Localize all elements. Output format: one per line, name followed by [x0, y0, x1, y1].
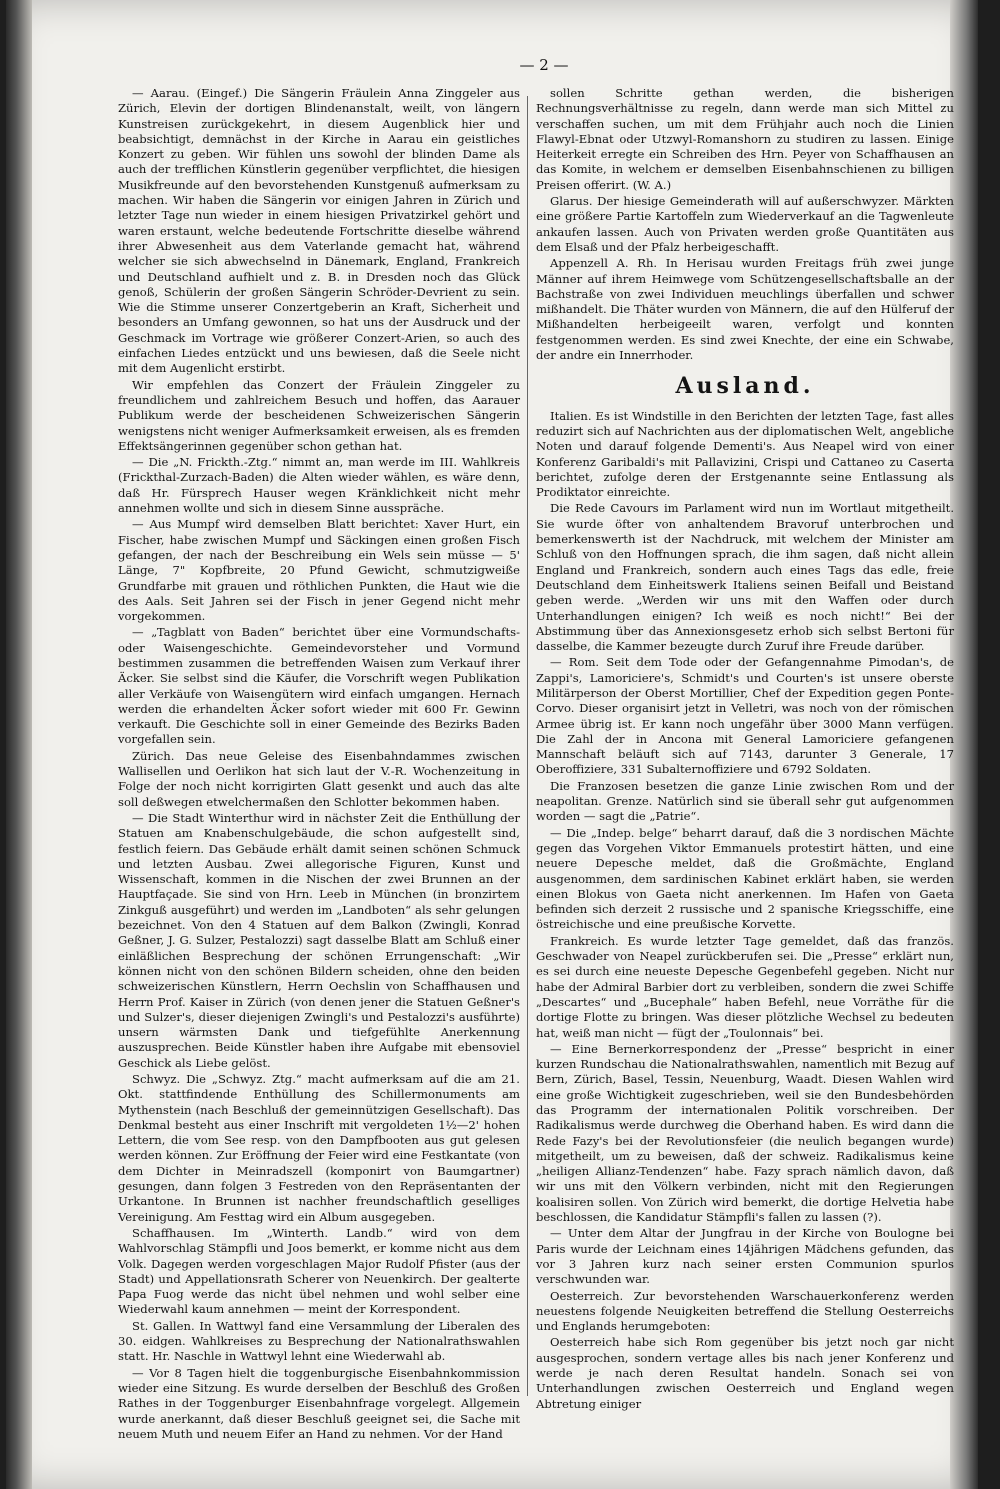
article-paragraph: — Aarau. (Eingef.) Die Sängerin Fräulein Anna Zinggeler aus Zürich, Elevin der dortigen Blindenanstalt, weilt, von längern Kunstreisen zurückgekehrt, in diesem Augenblick hier und beabsichtigt, demnächst in der Kirche in Aarau ein geistliches Konzert zu geben. Wir fühlen uns sowohl der blinden Dame als auch der trefflichen Künstlerin gegenüber verpflichtet, die hiesigen Musikfreunde auf den bevorstehenden Kunstgenuß aufmerksam zu machen. Wir haben die Sängerin vor einigen Jahren in Zürich und letzter Tage nun wieder in einem hiesigen Privatzirkel gehört und waren erstaunt, welche bedeutende Fortschritte dieselbe während ihrer Abwesenheit aus dem Vaterlande gemacht hat, während welcher sie sich abwechselnd in Dänemark, England, Frankreich und Deutschland aufhielt und z. B. in Dresden noch das Glück genoß, Schülerin der großen Sängerin Schröder-Devrient zu sein. Wie die Stimme unserer Conzertgeberin an Kraft, Sicherheit und besonders an Umfang gewonnen, so hat uns der Ausdruck und der Geschmack im Vortrage wie größerer Conzert-Arien, so auch des einfachen Liedes entzückt und uns bewiesen, daß die Seele nicht mit dem Augenlicht erstirbt. [118, 86, 520, 376]
article-paragraph: Die Franzosen besetzen die ganze Linie zwischen Rom und der neapolitan. Grenze. Natürlich sind sie überall sehr gut aufgenommen worden — sagt die „Patrie“. [536, 778, 954, 824]
section-heading-ausland: Ausland. [675, 373, 815, 400]
article-paragraph: Schaffhausen. Im „Winterth. Landb.“ wird von dem Wahlvorschlag Stämpfli und Joos bemerkt, er komme nicht aus dem Volk. Dagegen werden vorgeschlagen Major Rudolf Pfister (aus der Stadt) und Appellationsrath Scherer von Neuenkirch. Der gealterte Papa Fuog werde das nicht übel nehmen und wohl selber eine Wiederwahl kaum annehmen — meint der Korrespondent. [118, 1225, 520, 1317]
article-paragraph: — „Tagblatt von Baden“ berichtet über eine Vormundschafts- oder Waisengeschichte. Gemeindevorsteher und Vormund bestimmen zusammen die betreffenden Waisen zum Verkauf ihrer Äcker. Sie selbst sind die Käufer, die Vorschrift wegen Publikation aller Verkäufe von Waisengütern wird einfach umgangen. Hernach werden die erhandelten Äcker sofort wieder mit 600 Fr. Gewinn verkauft. Die Geschichte soll in einer Gemeinde des Bezirks Baden vorgefallen sein. [118, 625, 520, 747]
article-paragraph: — Die „Indep. belge“ beharrt darauf, daß die 3 nordischen Mächte gegen das Vorgehen Viktor Emmanuels protestirt hätten, und eine neuere Depesche meldet, daß die Großmächte, England ausgenommen, dem sardinischen Kabinet erklärt haben, sie werden einen Blokus von Gaeta nicht anerkennen. Im Hafen von Gaeta befinden sich derzeit 2 russische und 2 spanische Kriegsschiffe, eine östreichische und eine preußische Korvette. [536, 825, 954, 932]
article-paragraph: sollen Schritte gethan werden, die bisherigen Rechnungsverhältnisse zu regeln, dann werde man sich Mittel zu verschaffen suchen, um mit dem Frühjahr auch noch die Linien Flawyl-Ebnat oder Utzwyl-Romanshorn zu studiren zu lassen. Einige Heiterkeit erregte ein Schreiben des Hrn. Peyer von Schaffhausen an das Komite, in welchem er demselben Eisenbahnschienen zu billigen Preisen offerirt. (W. A.) [536, 86, 954, 192]
right-page-edge [950, 0, 978, 1489]
article-paragraph: — Die Stadt Winterthur wird in nächster Zeit die Enthüllung der Statuen am Knabenschulgebäude, die schon aufgestellt sind, festlich feiern. Das Gebäude erhält damit seinen schönen Schmuck und letzten Ausbau. Zwei allegorische Figuren, Kunst und Wissenschaft, kommen in die Nischen der zwei Brunnen an der Hauptfaçade. Sie sind von Hrn. Leeb in München (in bronzirtem Zinkguß ausgeführt) und werden im „Landboten“ als sehr gelungen bezeichnet. Von den 4 Statuen auf dem Balkon (Zwingli, Konrad Geßner, J. G. Sulzer, Pestalozzi) sagt dasselbe Blatt am Schluß einer einläßlichen Besprechung der schönen Errungenschaft: „Wir können nicht von den schönen Bildern scheiden, ohne den beiden schweizerischen Künstlern, Herrn Oechslin von Schaffhausen und Herrn Prof. Kaiser in Zürich (von denen jener die Statuen Geßner's und Sulzer's, dieser diejenigen Zwingli's und Pestalozzi's ausführte) unsern wärmsten Dank und tiefgefühlte Anerkennung auszusprechen. Beide Künstler haben ihre Aufgabe mit ebensoviel Geschick als Liebe gelöst. [118, 810, 520, 1070]
article-paragraph: Appenzell A. Rh. In Herisau wurden Freitags früh zwei junge Männer auf ihrem Heimwege vom Schützengesellschaftsballe an der Bachstraße von zwei Individuen meuchlings überfallen und schwer mißhandelt. Die Thäter wurden von Männern, die auf den Hülferuf der Mißhandelten herbeigeeilt waren, verfolgt und konnten festgenommen werden. Es sind zwei Knechte, der eine ein Schwabe, der andre ein Innerrhoder. [536, 256, 954, 363]
article-paragraph: Glarus. Der hiesige Gemeinderath will auf außerschwyzer. Märkten eine größere Partie Kartoffeln zum Wiederverkauf an die Tagwenleute ankaufen lassen. Auch von Privaten werden große Quantitäten aus dem Elsaß und der Pfalz herbeigeschafft. [536, 194, 954, 254]
domestic-news-continued [536, 86, 954, 363]
article-paragraph: St. Gallen. In Wattwyl fand eine Versammlung der Liberalen des 30. eidgen. Wahlkreises zu Besprechung der Nationalrathswahlen statt. Hr. Naschle in Wattwyl lehnt eine Wiederwahl ab. [118, 1318, 520, 1364]
article-paragraph: Oesterreich. Zur bevorstehenden Warschauerkonferenz werden neuestens folgende Neuigkeiten betreffend die Stellung Oesterreichs und Englands herumgeboten: [536, 1288, 954, 1334]
left-binding-margin [6, 0, 32, 1489]
article-paragraph: — Die „N. Frickth.-Ztg.“ nimmt an, man werde im III. Wahlkreis (Frickthal-Zurzach-Baden) die Alten wieder wählen, es wäre denn, daß Hr. Fürsprech Hauser wegen Kränklichkeit nicht mehr annehmen wollte und sich in diesem Sinne ausspräche. [118, 455, 520, 516]
foreign-news [536, 409, 954, 1412]
article-paragraph: Zürich. Das neue Geleise des Eisenbahndammes zwischen Wallisellen und Oerlikon hat sich laut der V.-R. Wochenzeitung in Folge der noch nicht korrigirten Glatt gesenkt und auch das alte soll deßwegen etwelchermaßen den Schlotter bekommen haben. [118, 748, 520, 809]
article-paragraph: — Unter dem Altar der Jungfrau in der Kirche von Boulogne bei Paris wurde der Leichnam eines 14jährigen Mädchens gefunden, das vor 3 Jahren kurz nach seiner ersten Communion spurlos verschwunden war. [536, 1226, 954, 1287]
article-paragraph: — Vor 8 Tagen hielt die toggenburgische Eisenbahnkommission wieder eine Sitzung. Es wurde derselben der Beschluß des Großen Rathes in der Toggenburger Eisenbahnfrage vorgelegt. Allgemein wurde anerkannt, daß dieser Beschluß geeignet sei, die Sache mit neuem Muth und neuem Eifer an Hand zu nehmen. Vor der Hand [118, 1365, 520, 1441]
article-paragraph: Oesterreich habe sich Rom gegenüber bis jetzt noch gar nicht ausgesprochen, sondern vertage alles bis nach jener Konferenz und werde je nach deren Resultat handeln. Sonach sei von Unterhandlungen zwischen Oesterreich und England wegen Abtretung einiger [536, 1335, 954, 1411]
column-divider [527, 96, 528, 1396]
left-column [118, 86, 520, 1441]
article-paragraph: Die Rede Cavours im Parlament wird nun im Wortlaut mitgetheilt. Sie wurde öfter von anhaltendem Bravoruf unterbrochen und bemerkenswerth ist der Nachdruck, mit welchem der Minister am Schluß von den Hoffnungen sprach, die ihm sagen, daß nicht allein England und Frankreich, sondern auch eines Tags das edle, freie Deutschland dem Einheitswerk Italiens seinen Beifall und Beistand geben werde. „Werden wir uns mit den Waffen oder durch Unterhandlungen einigen? Ich weiß es noch nicht!“ Bei der Abstimmung über das Annexionsgesetz erhob sich selbst Bertoni für dasselbe, die Kammer bezeugte durch Zuruf ihre Freude darüber. [536, 501, 954, 654]
article-paragraph: Schwyz. Die „Schwyz. Ztg.“ macht aufmerksam auf die am 21. Okt. stattfindende Enthüllung des Schillermonuments am Mythenstein (nach Beschluß der gemeinnützigen Gesellschaft). Das Denkmal besteht aus einer Inschrift mit vergoldeten 1½—2' hohen Lettern, die vom See resp. von den Dampfbooten aus gut gelesen werden können. Zur Eröffnung der Feier wird eine Festkantate (von dem Dichter in Meinradszell (komponirt von Baumgartner) gesungen, dann folgen 3 Festreden von den Repräsentanten der Urkantone. In Brunnen ist nachher freundschaftlich geselliges Vereinigung. Am Festtag wird ein Album ausgegeben. [118, 1072, 520, 1224]
article-paragraph: — Eine Bernerkorrespondenz der „Presse“ bespricht in einer kurzen Rundschau die Nationalrathswahlen, namentlich mit Bezug auf Bern, Zürich, Basel, Tessin, Neuenburg, Waadt. Diesen Wahlen wird eine große Wichtigkeit zugeschrieben, weil sie den Bundesbehörden das Programm der internationalen Politik vorschreiben. Der Radikalismus werde durchweg die Oberhand haben. Es wird dann die Rede Fazy's bei der Revolutionsfeier (die neulich begangen wurde) mitgetheilt, um zu beweisen, daß der schweiz. Radikalismus keine „heiligen Allianz-Tendenzen“ habe. Fazy sprach nämlich davon, daß wir uns mit den Völkern verbinden, nicht mit den Regierungen koalisiren sollen. Von Zürich wird bemerkt, die dortige Helvetia habe beschlossen, die Kandidatur Stämpfli's fallen zu lassen (?). [536, 1041, 954, 1225]
newspaper-page [6, 0, 978, 1489]
article-paragraph: — Rom. Seit dem Tode oder der Gefangennahme Pimodan's, de Zappi's, Lamoriciere's, Schmidt's und Courten's ist unsere oberste Militärperson der Oberst Mortillier, Chef der Expedition gegen Ponte-Corvo. Dieser organisirt jetzt in Velletri, was noch von der römischen Armee übrig ist. Er kann noch ungefähr über 3000 Mann verfügen. Die Zahl der in Ancona mit General Lamoriciere gefangenen Mannschaft beläuft sich auf 7143, darunter 3 Generale, 17 Oberoffiziere, 331 Subalternoffiziere und 6792 Soldaten. [536, 655, 954, 777]
article-paragraph: Frankreich. Es wurde letzter Tage gemeldet, daß das französ. Geschwader von Neapel zurückberufen sei. Die „Presse“ erklärt nun, es sei durch eine neueste Depesche Gegenbefehl gegeben. Nicht nur habe der Admiral Barbier dort zu verbleiben, sondern die zwei Schiffe „Descartes“ und „Bucephale“ haben Befehl, neue Vorräthe für die dortige Flotte zu bringen. Was dieser plötzliche Wechsel zu bedeuten hat, weiß man nicht — fügt der „Toulonnais“ bei. [536, 933, 954, 1040]
page-number: — 2 — [519, 56, 569, 74]
article-paragraph: — Aus Mumpf wird demselben Blatt berichtet: Xaver Hurt, ein Fischer, habe zwischen Mumpf und Säckingen einen großen Fisch gefangen, der nach der Beschreibung ein Wels sein müsse — 5' Länge, 7" Kopfbreite, 20 Pfund Gewicht, schmutzigweiße Grundfarbe mit grauen und röthlichen Punkten, die Haut wie die des Aals. Seit Jahren sei der Fisch in jener Gegend nicht mehr vorgekommen. [118, 517, 520, 624]
article-paragraph: Wir empfehlen das Conzert der Fräulein Zinggeler zu freundlichem und zahlreichem Besuch und hoffen, das Aarauer Publikum werde der bescheidenen Schweizerischen Sängerin wenigstens nicht weniger Aufmerksamkeit erweisen, als es fremden Effektsängerinnen gegenüber schon gethan hat. [118, 377, 520, 453]
article-paragraph: Italien. Es ist Windstille in den Berichten der letzten Tage, fast alles reduzirt sich auf Nachrichten aus der diplomatischen Welt, angebliche Noten und darauf folgende Dementi's. Aus Neapel wird von einer Konferenz Garibaldi's mit Pallavizini, Crispi und Cattaneo zu Caserta berichtet, zufolge deren der Erstgenannte seine Entlassung als Prodiktator einreichte. [536, 408, 954, 500]
right-column [536, 86, 954, 1411]
